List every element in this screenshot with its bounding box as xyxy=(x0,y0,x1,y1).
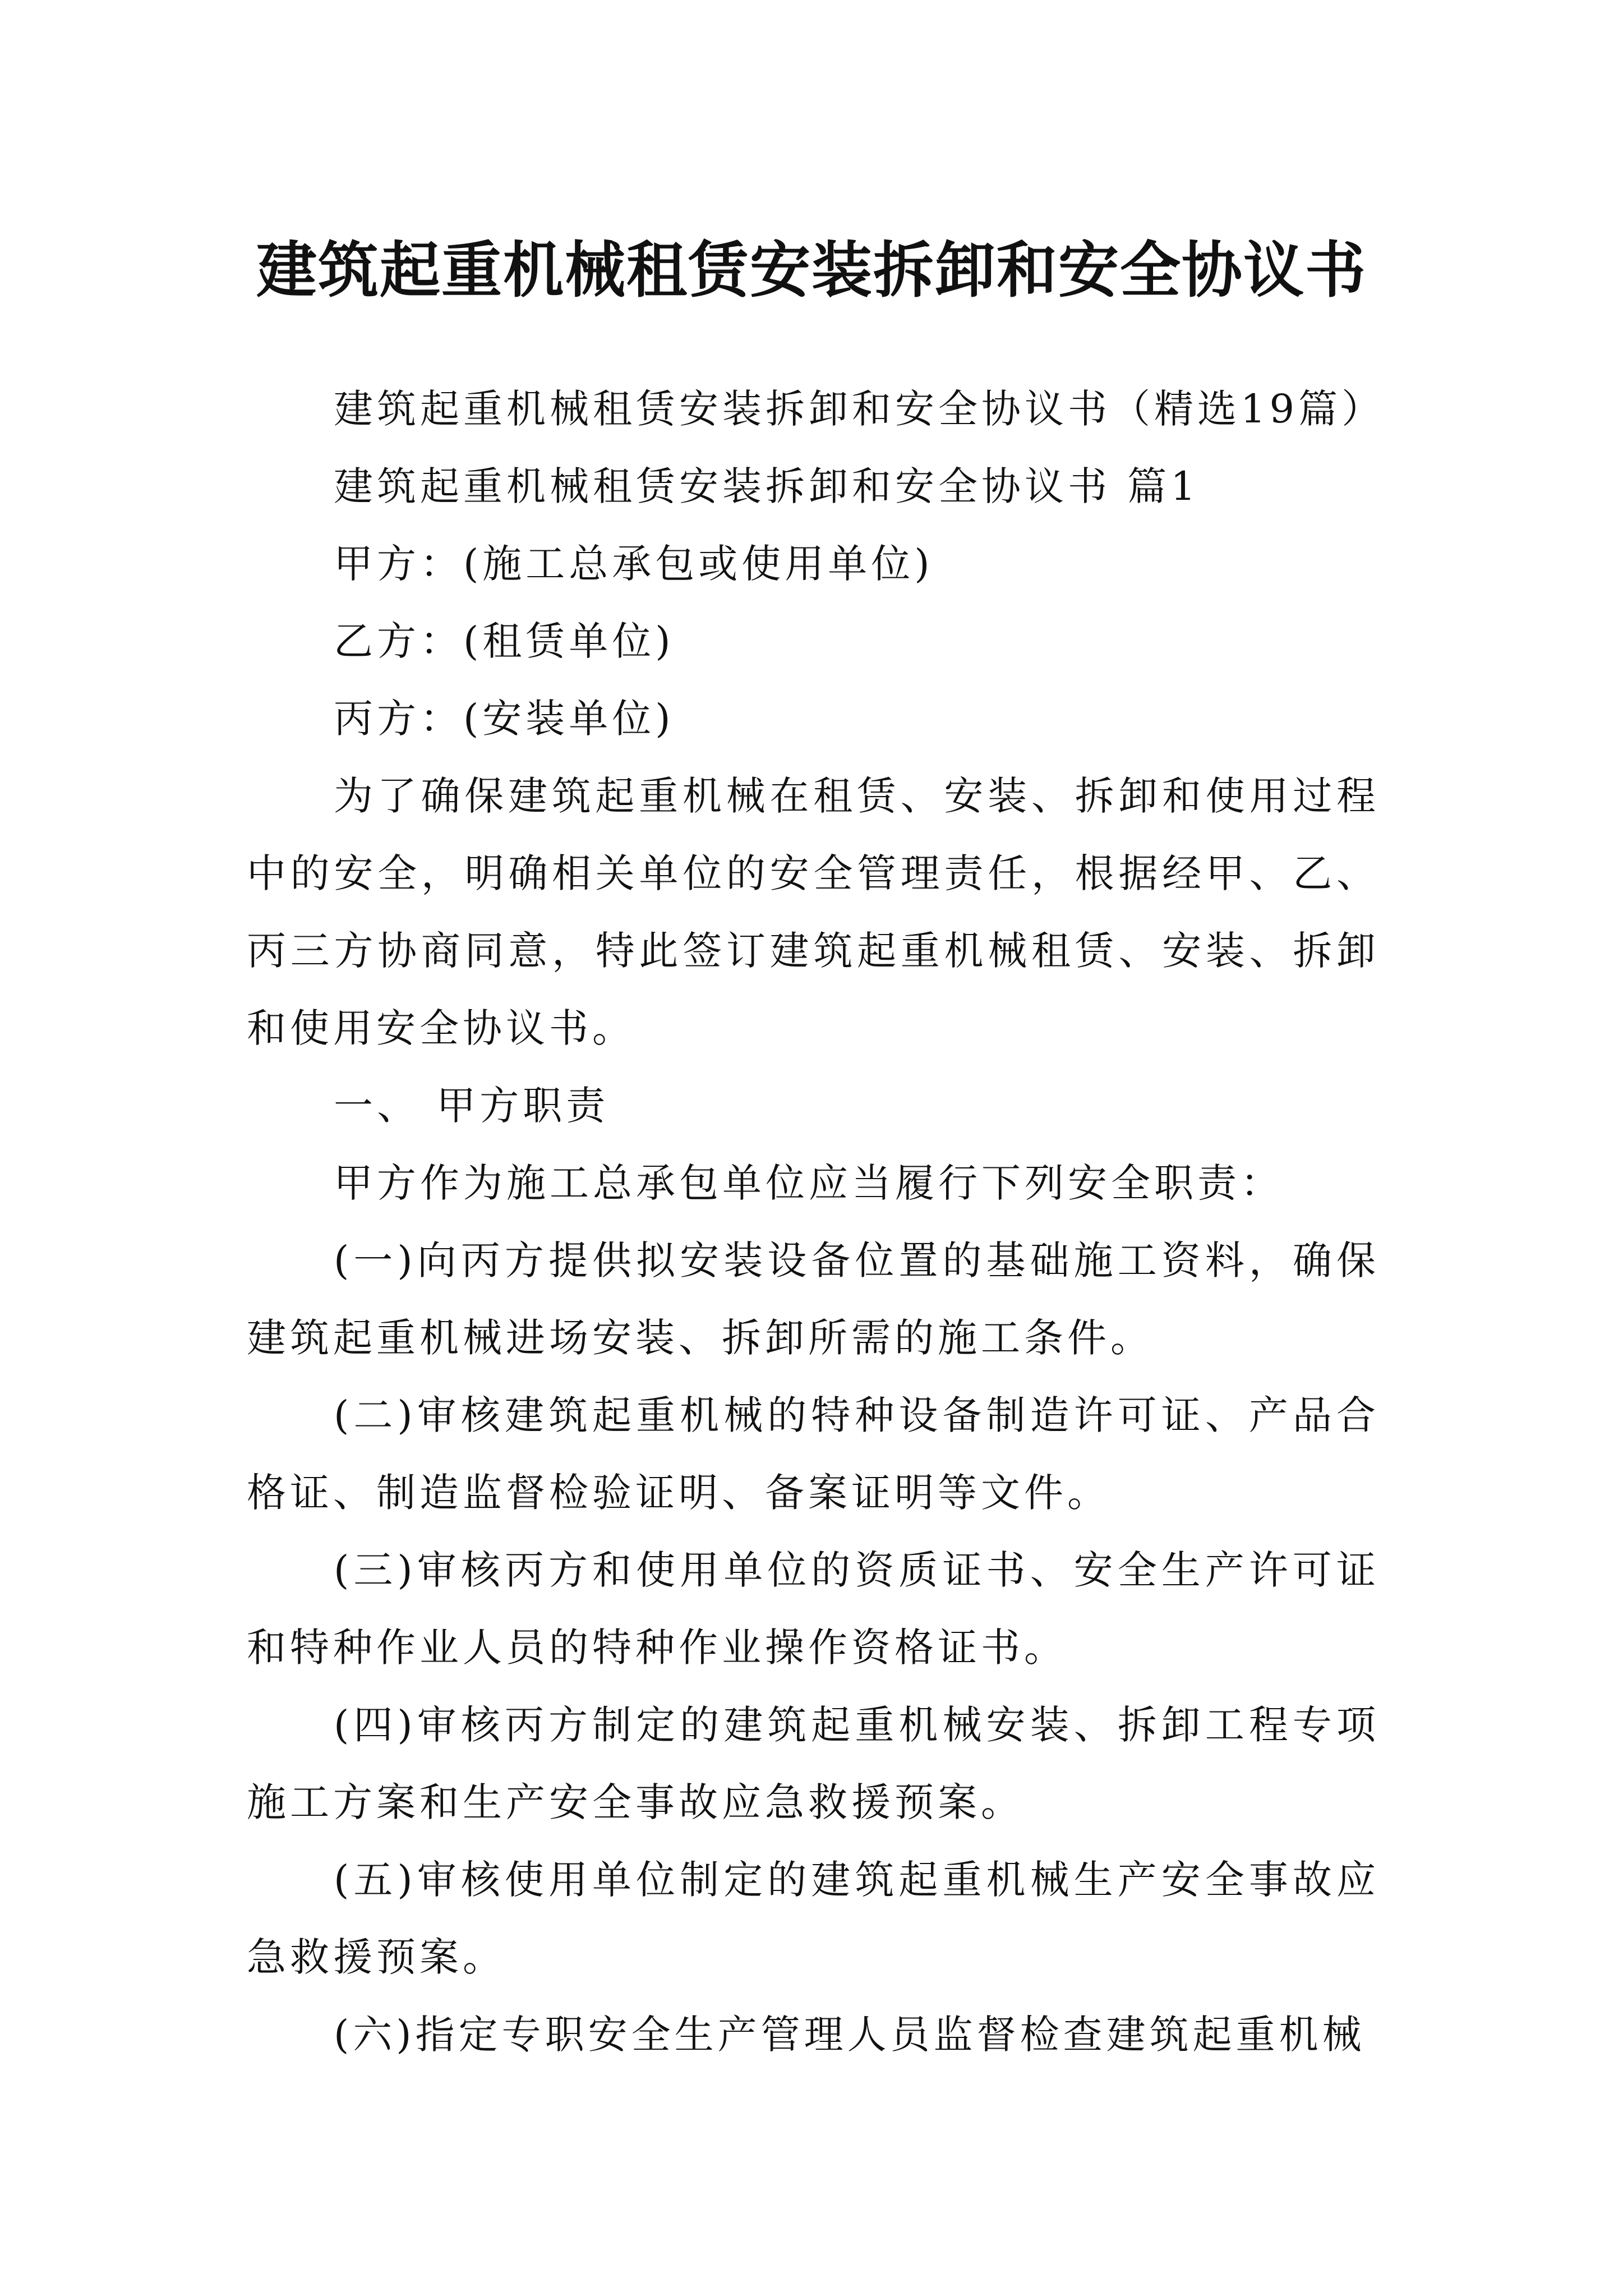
party-a-line: 甲方：(施工总承包或使用单位) xyxy=(334,541,934,587)
document-subtitle: 建筑起重机械租赁安装拆卸和安全协议书（精选19篇） xyxy=(334,386,1385,432)
party-c-line: 丙方：(安装单位) xyxy=(334,696,675,742)
duty-item-5: (五)审核使用单位制定的建筑起重机械生产安全事故应急救援预案。 xyxy=(247,1857,1380,1980)
section-heading-part-1: 建筑起重机械租赁安装拆卸和安全协议书 篇1 xyxy=(334,463,1200,509)
duty-item-6: (六)指定专职安全生产管理人员监督检查建筑起重机械 xyxy=(334,2012,1366,2058)
document-body xyxy=(247,370,1385,2073)
duty-item-1: (一)向丙方提供拟安装设备位置的基础施工资料，确保建筑起重机械进场安装、拆卸所需的施工条件。 xyxy=(247,1237,1380,1361)
section-heading-party-a-duties: 一、 甲方职责 xyxy=(334,1083,610,1129)
duty-item-4: (四)审核丙方制定的建筑起重机械安装、拆卸工程专项施工方案和生产安全事故应急救援预案。 xyxy=(247,1702,1380,1825)
document-title: 建筑起重机械租赁安装拆卸和安全协议书 xyxy=(256,235,1367,306)
party-a-duties-intro: 甲方作为施工总承包单位应当履行下列安全职责： xyxy=(334,1160,1284,1206)
duty-item-3: (三)审核丙方和使用单位的资质证书、安全生产许可证和特种作业人员的特种作业操作资格证书。 xyxy=(247,1547,1380,1671)
intro-paragraph: 为了确保建筑起重机械在租赁、安装、拆卸和使用过程中的安全，明确相关单位的安全管理责任，根据经甲、乙、丙三方协商同意，特此签订建筑起重机械租赁、安装、拆卸和使用安全协议书。 xyxy=(247,773,1380,1051)
duty-item-2: (二)审核建筑起重机械的特种设备制造许可证、产品合格证、制造监督检验证明、备案证明等文件。 xyxy=(247,1392,1380,1516)
party-b-line: 乙方：(租赁单位) xyxy=(334,618,675,664)
